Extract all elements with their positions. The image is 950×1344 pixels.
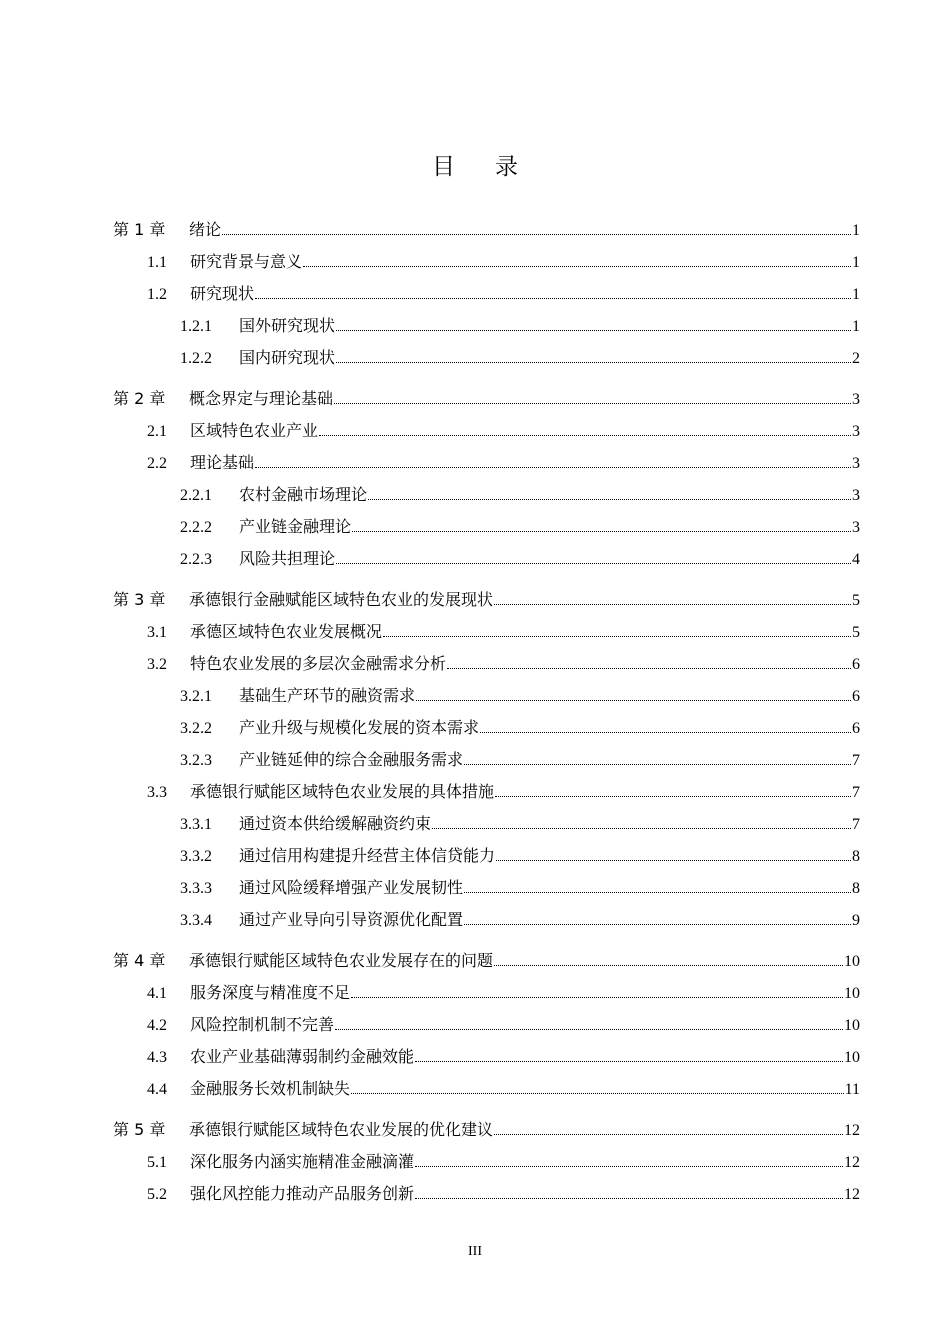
toc-section-entry[interactable] bbox=[113, 1003, 860, 1035]
dot-leader bbox=[415, 1061, 843, 1062]
toc-entry-page: 7 bbox=[852, 784, 860, 801]
toc-entry-number: 4.1 bbox=[147, 985, 167, 1002]
dot-leader bbox=[352, 531, 851, 532]
toc-entry-number: 1.2.2 bbox=[180, 350, 212, 367]
toc-entry-title: 基础生产环节的融资需求 bbox=[239, 686, 416, 705]
toc-subsection-entry[interactable] bbox=[113, 537, 860, 569]
toc-entry-title: 通过产业导向引导资源优化配置 bbox=[239, 910, 464, 929]
toc-entry-number: 4.3 bbox=[147, 1049, 167, 1066]
dot-leader bbox=[351, 1093, 844, 1094]
toc-section-entry[interactable] bbox=[113, 272, 860, 304]
toc-entry-title: 产业链延伸的综合金融服务需求 bbox=[239, 750, 464, 769]
toc-entry-number: 第 4 章 bbox=[113, 951, 166, 970]
table-of-contents bbox=[113, 210, 860, 1204]
toc-entry-title: 金融服务长效机制缺失 bbox=[190, 1079, 351, 1098]
toc-entry-number: 第 2 章 bbox=[113, 389, 166, 408]
toc-entry-number: 第 5 章 bbox=[113, 1120, 166, 1139]
toc-entry-page: 3 bbox=[852, 455, 860, 472]
dot-leader bbox=[336, 563, 851, 564]
toc-subsection-entry[interactable] bbox=[113, 505, 860, 537]
dot-leader bbox=[415, 1166, 843, 1167]
toc-entry-page: 8 bbox=[852, 848, 860, 865]
toc-entry-number: 第 1 章 bbox=[113, 220, 166, 239]
toc-entry-page: 11 bbox=[844, 1081, 860, 1098]
toc-section-entry[interactable] bbox=[113, 770, 860, 802]
toc-entry-page: 3 bbox=[852, 519, 860, 536]
toc-entry-page: 3 bbox=[852, 391, 860, 408]
toc-entry-page: 3 bbox=[852, 487, 860, 504]
toc-entry-number: 3.3 bbox=[147, 784, 167, 801]
toc-entry-number: 3.3.1 bbox=[180, 816, 212, 833]
toc-entry-number: 3.2.2 bbox=[180, 720, 212, 737]
toc-heading: 目录 bbox=[432, 154, 558, 180]
toc-entry-title: 产业链金融理论 bbox=[239, 517, 352, 536]
toc-entry-title: 理论基础 bbox=[190, 453, 255, 472]
toc-entry-number: 3.3.3 bbox=[180, 880, 212, 897]
toc-section-entry[interactable] bbox=[113, 610, 860, 642]
dot-leader bbox=[319, 435, 851, 436]
toc-entry-title: 承德银行赋能区域特色农业发展的优化建议 bbox=[189, 1120, 494, 1139]
toc-section-entry[interactable] bbox=[113, 409, 860, 441]
dot-leader bbox=[222, 234, 851, 235]
toc-entry-page: 6 bbox=[852, 720, 860, 737]
dot-leader bbox=[351, 997, 843, 998]
dot-leader bbox=[464, 892, 851, 893]
toc-entry-page: 1 bbox=[852, 286, 860, 303]
toc-entry-title: 风险控制机制不完善 bbox=[190, 1015, 335, 1034]
toc-entry-title: 服务深度与精准度不足 bbox=[190, 983, 351, 1002]
toc-entry-title: 农业产业基础薄弱制约金融效能 bbox=[190, 1047, 415, 1066]
toc-entry-title: 深化服务内涵实施精准金融滴灌 bbox=[190, 1152, 415, 1171]
toc-section-entry[interactable] bbox=[113, 1172, 860, 1204]
toc-subsection-entry[interactable] bbox=[113, 866, 860, 898]
dot-leader bbox=[334, 403, 851, 404]
toc-entry-number: 3.3.4 bbox=[180, 912, 212, 929]
toc-entry-number: 3.2.3 bbox=[180, 752, 212, 769]
toc-entry-title: 概念界定与理论基础 bbox=[189, 389, 334, 408]
toc-entry-page: 9 bbox=[852, 912, 860, 929]
toc-entry-page: 1 bbox=[852, 254, 860, 271]
toc-entry-number: 3.1 bbox=[147, 624, 167, 641]
toc-chapter-entry[interactable] bbox=[113, 368, 860, 409]
dot-leader bbox=[494, 965, 843, 966]
dot-leader bbox=[494, 604, 851, 605]
toc-subsection-entry[interactable] bbox=[113, 473, 860, 505]
toc-entry-number: 3.2 bbox=[147, 656, 167, 673]
dot-leader bbox=[303, 266, 851, 267]
toc-entry-number: 1.2 bbox=[147, 286, 167, 303]
toc-entry-page: 12 bbox=[844, 1154, 860, 1171]
toc-section-entry[interactable] bbox=[113, 642, 860, 674]
toc-entry-number: 4.2 bbox=[147, 1017, 167, 1034]
toc-entry-page: 10 bbox=[844, 953, 860, 970]
toc-entry-page: 10 bbox=[844, 985, 860, 1002]
dot-leader bbox=[416, 700, 851, 701]
toc-entry-page: 10 bbox=[844, 1017, 860, 1034]
page-number: III bbox=[468, 1244, 482, 1259]
dot-leader bbox=[368, 499, 851, 500]
toc-entry-number: 1.1 bbox=[147, 254, 167, 271]
toc-entry-title: 通过信用构建提升经营主体信贷能力 bbox=[239, 846, 496, 865]
toc-entry-page: 7 bbox=[852, 816, 860, 833]
toc-entry-title: 强化风控能力推动产品服务创新 bbox=[190, 1184, 415, 1203]
toc-entry-page: 4 bbox=[852, 551, 860, 568]
toc-entry-number: 1.2.1 bbox=[180, 318, 212, 335]
dot-leader bbox=[432, 828, 851, 829]
dot-leader bbox=[496, 860, 851, 861]
toc-chapter-entry[interactable] bbox=[113, 930, 860, 971]
toc-subsection-entry[interactable] bbox=[113, 898, 860, 930]
toc-entry-page: 3 bbox=[852, 423, 860, 440]
toc-chapter-entry[interactable] bbox=[113, 569, 860, 610]
toc-entry-title: 区域特色农业产业 bbox=[190, 421, 319, 440]
toc-entry-title: 承德银行金融赋能区域特色农业的发展现状 bbox=[189, 590, 494, 609]
toc-entry-title: 承德区域特色农业发展概况 bbox=[190, 622, 383, 641]
toc-entry-title: 特色农业发展的多层次金融需求分析 bbox=[190, 654, 447, 673]
dot-leader bbox=[255, 467, 851, 468]
toc-entry-title: 承德银行赋能区域特色农业发展的具体措施 bbox=[190, 782, 495, 801]
toc-entry-page: 5 bbox=[852, 592, 860, 609]
toc-subsection-entry[interactable] bbox=[113, 802, 860, 834]
toc-entry-title: 绪论 bbox=[189, 220, 222, 239]
dot-leader bbox=[415, 1198, 843, 1199]
toc-subsection-entry[interactable] bbox=[113, 674, 860, 706]
toc-entry-number: 2.1 bbox=[147, 423, 167, 440]
toc-entry-number: 第 3 章 bbox=[113, 590, 166, 609]
toc-entry-page: 5 bbox=[852, 624, 860, 641]
toc-entry-number: 2.2 bbox=[147, 455, 167, 472]
toc-entry-page: 1 bbox=[852, 318, 860, 335]
toc-subsection-entry[interactable] bbox=[113, 336, 860, 368]
toc-entry-page: 8 bbox=[852, 880, 860, 897]
dot-leader bbox=[495, 796, 851, 797]
toc-entry-title: 研究背景与意义 bbox=[190, 252, 303, 271]
toc-subsection-entry[interactable] bbox=[113, 706, 860, 738]
toc-entry-number: 2.2.3 bbox=[180, 551, 212, 568]
toc-entry-number: 3.3.2 bbox=[180, 848, 212, 865]
dot-leader bbox=[494, 1134, 843, 1135]
toc-entry-page: 7 bbox=[852, 752, 860, 769]
toc-entry-title: 研究现状 bbox=[190, 284, 255, 303]
dot-leader bbox=[447, 668, 851, 669]
toc-entry-page: 12 bbox=[844, 1122, 860, 1139]
toc-entry-number: 3.2.1 bbox=[180, 688, 212, 705]
dot-leader bbox=[336, 362, 851, 363]
toc-entry-page: 10 bbox=[844, 1049, 860, 1066]
dot-leader bbox=[335, 1029, 843, 1030]
toc-section-entry[interactable] bbox=[113, 441, 860, 473]
toc-subsection-entry[interactable] bbox=[113, 834, 860, 866]
toc-section-entry[interactable] bbox=[113, 240, 860, 272]
toc-chapter-entry[interactable] bbox=[113, 1099, 860, 1140]
toc-section-entry[interactable] bbox=[113, 1140, 860, 1172]
dot-leader bbox=[480, 732, 851, 733]
toc-section-entry[interactable] bbox=[113, 1067, 860, 1099]
dot-leader bbox=[464, 924, 851, 925]
toc-entry-title: 通过风险缓释增强产业发展韧性 bbox=[239, 878, 464, 897]
toc-entry-number: 5.2 bbox=[147, 1186, 167, 1203]
toc-entry-page: 6 bbox=[852, 656, 860, 673]
toc-entry-page: 6 bbox=[852, 688, 860, 705]
toc-entry-title: 承德银行赋能区域特色农业发展存在的问题 bbox=[189, 951, 494, 970]
dot-leader bbox=[464, 764, 851, 765]
toc-section-entry[interactable] bbox=[113, 971, 860, 1003]
toc-entry-page: 12 bbox=[844, 1186, 860, 1203]
toc-entry-title: 国内研究现状 bbox=[239, 348, 336, 367]
toc-section-entry[interactable] bbox=[113, 1035, 860, 1067]
toc-entry-page: 2 bbox=[852, 350, 860, 367]
dot-leader bbox=[255, 298, 851, 299]
toc-entry-title: 风险共担理论 bbox=[239, 549, 336, 568]
toc-entry-title: 国外研究现状 bbox=[239, 316, 336, 335]
toc-entry-number: 2.2.1 bbox=[180, 487, 212, 504]
toc-entry-number: 2.2.2 bbox=[180, 519, 212, 536]
toc-entry-title: 产业升级与规模化发展的资本需求 bbox=[239, 718, 480, 737]
toc-entry-number: 5.1 bbox=[147, 1154, 167, 1171]
toc-entry-title: 通过资本供给缓解融资约束 bbox=[239, 814, 432, 833]
toc-entry-title: 农村金融市场理论 bbox=[239, 485, 368, 504]
dot-leader bbox=[336, 330, 851, 331]
toc-subsection-entry[interactable] bbox=[113, 304, 860, 336]
toc-entry-number: 4.4 bbox=[147, 1081, 167, 1098]
toc-chapter-entry[interactable] bbox=[113, 210, 860, 240]
toc-entry-page: 1 bbox=[852, 222, 860, 239]
toc-subsection-entry[interactable] bbox=[113, 738, 860, 770]
dot-leader bbox=[383, 636, 851, 637]
